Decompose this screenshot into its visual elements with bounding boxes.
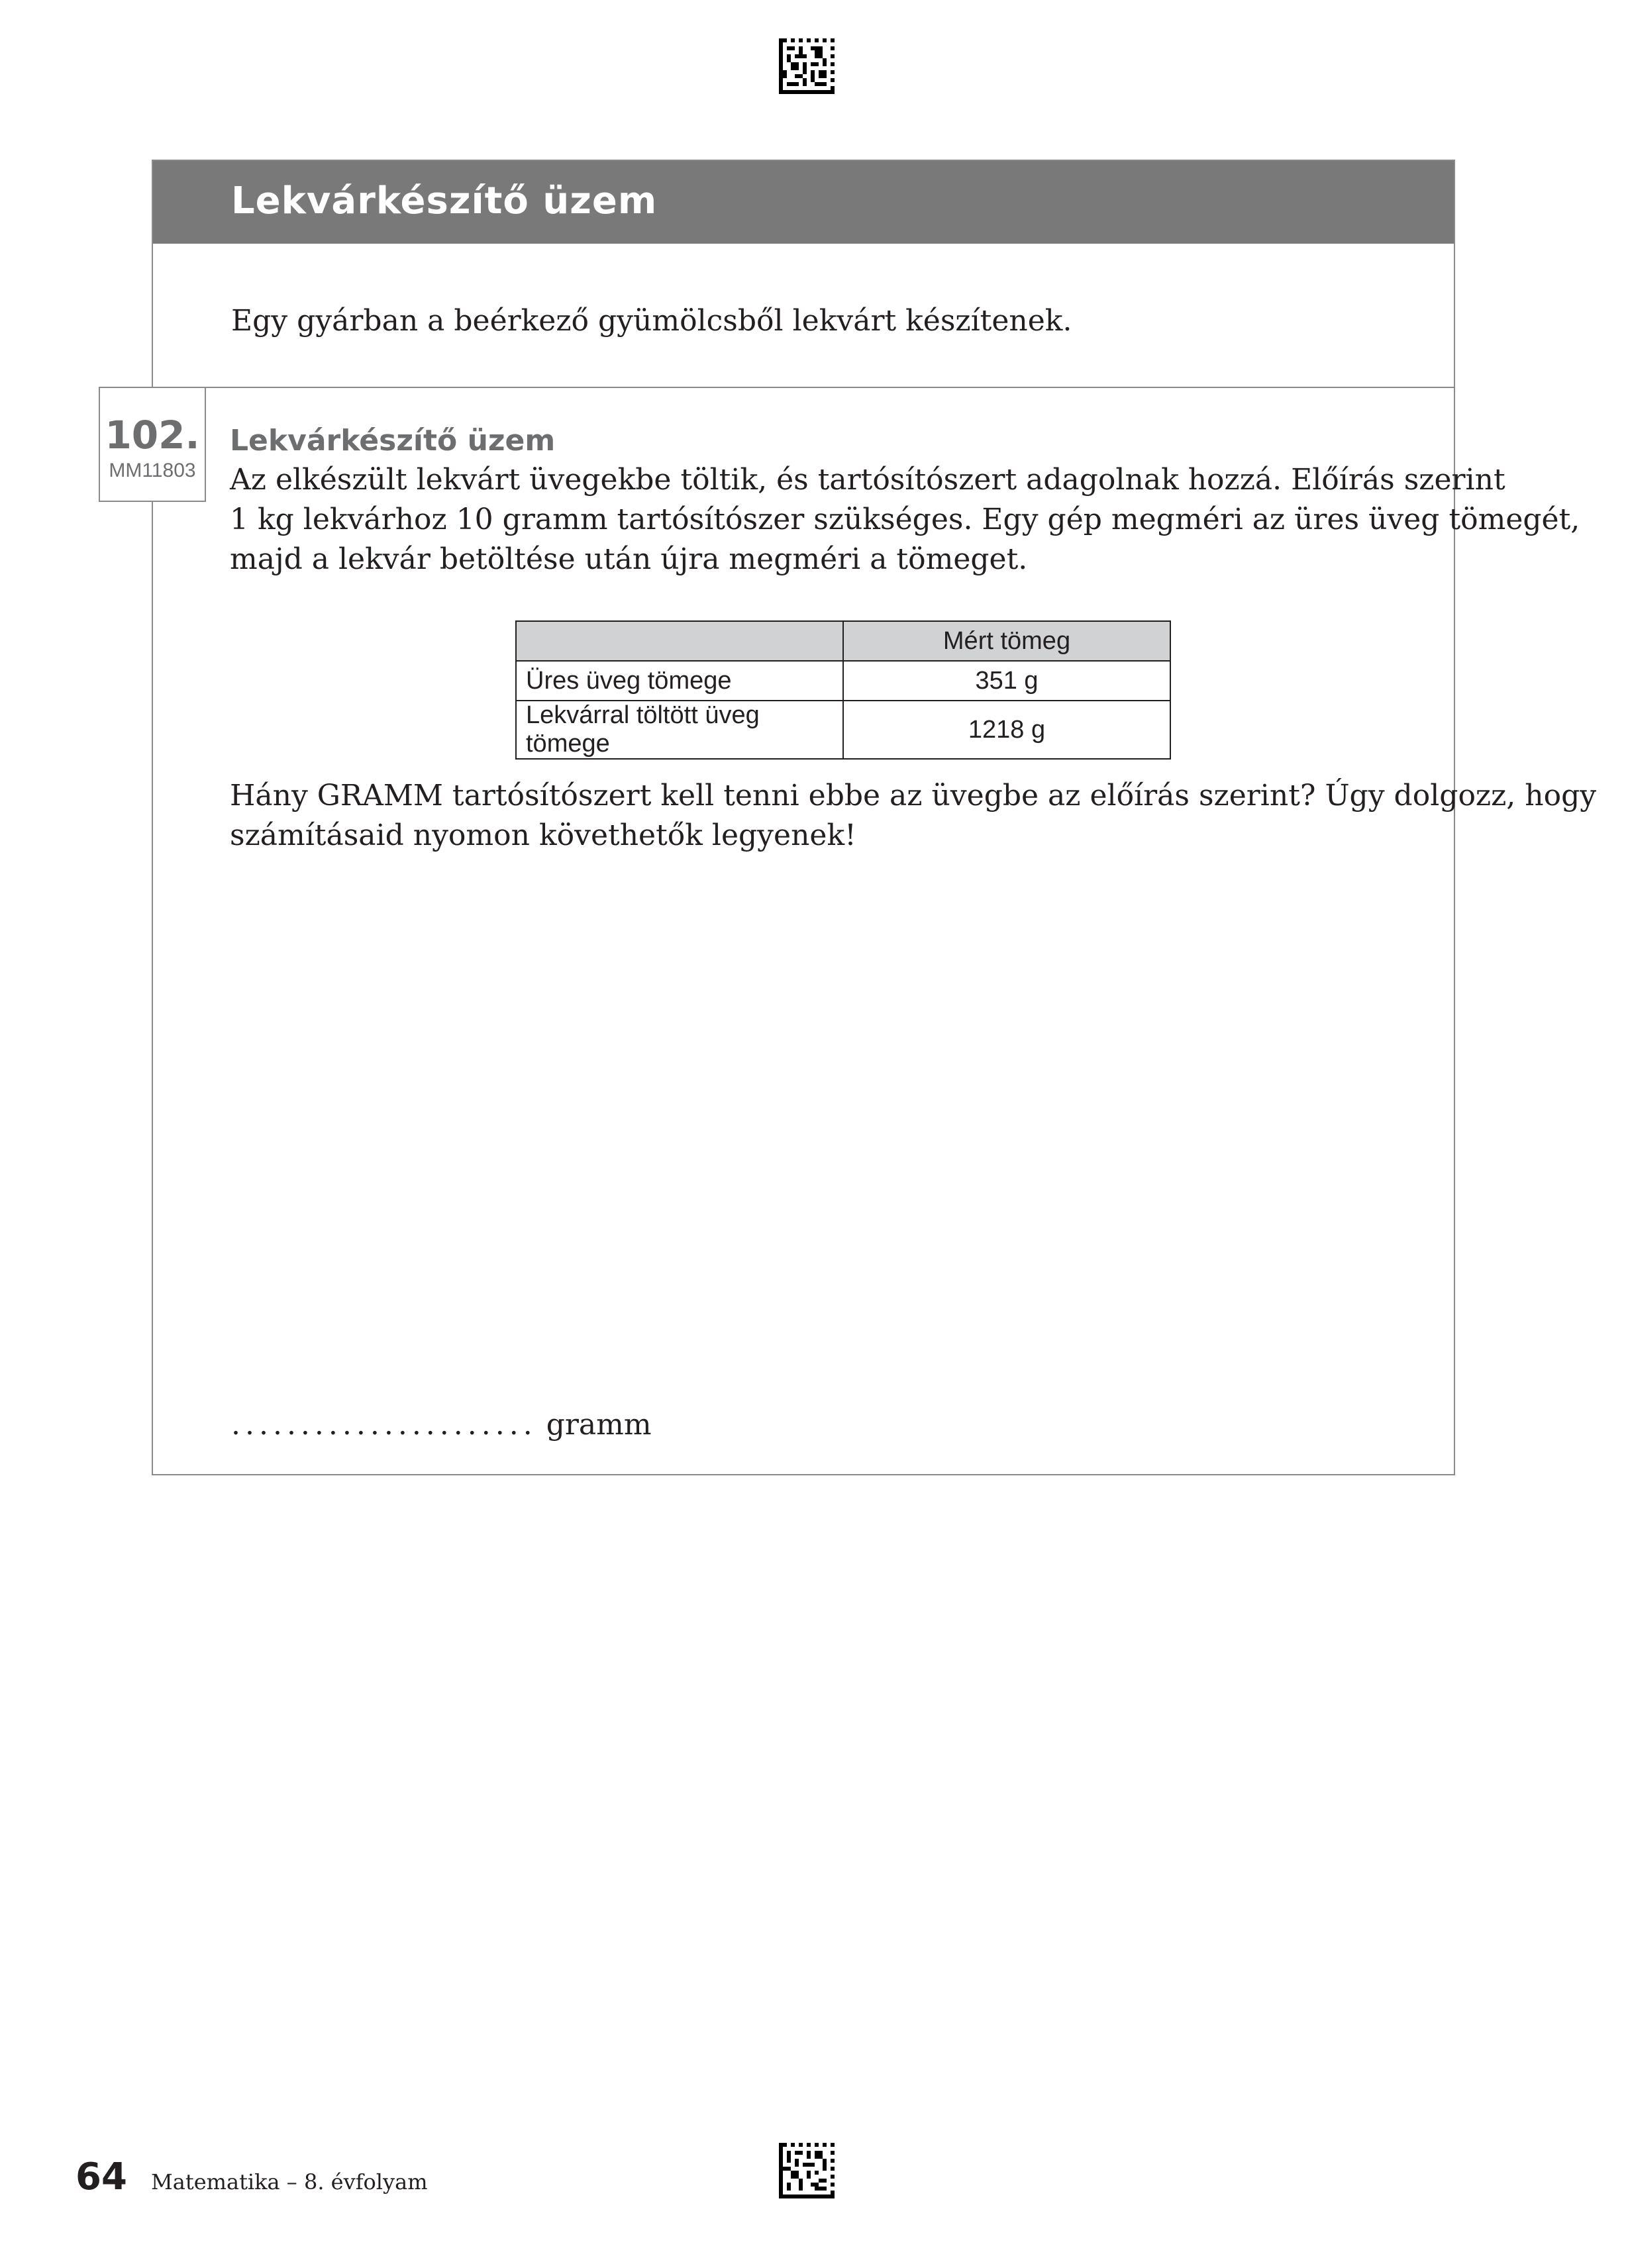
intro-text: Egy gyárban a beérkező gyümölcsből lekvárt készítenek. — [231, 304, 1072, 338]
question-code: MM11803 — [109, 460, 196, 481]
question-number: 102. — [105, 413, 200, 458]
question-text-line: Az elkészült lekvárt üvegekbe töltik, és tartósítószert adagolnak hozzá. Előírás szerint — [230, 463, 1505, 497]
datamatrix-code-top — [779, 38, 835, 94]
header-title: Lekvárkészítő üzem — [231, 179, 658, 222]
datamatrix-code-bottom — [779, 2143, 835, 2198]
mass-table — [515, 620, 1171, 760]
table-cell-label: Lekvárral töltött üveg tömege — [516, 701, 843, 759]
question-number-box — [99, 387, 206, 502]
table-cell-value: 351 g — [843, 661, 1170, 701]
answer-blank[interactable]: ...................... — [231, 1408, 537, 1442]
divider — [153, 387, 1454, 388]
table-cell-label: Üres üveg tömege — [516, 661, 843, 701]
header-bar — [153, 161, 1454, 244]
prompt-text-line: számításaid nyomon követhetők legyenek! — [230, 818, 856, 852]
question-title: Lekvárkészítő üzem — [230, 424, 556, 458]
footer-text: Matematika – 8. évfolyam — [151, 2169, 428, 2194]
answer-unit: gramm — [546, 1408, 652, 1442]
table-header-cell — [516, 621, 843, 661]
table-row — [516, 701, 1170, 759]
prompt-text-line: Hány GRAMM tartósítószert kell tenni ebbe az üvegbe az előírás szerint? Úgy dolgozz, hogy — [230, 779, 1597, 813]
table-row — [516, 661, 1170, 701]
table-cell-value: 1218 g — [843, 701, 1170, 759]
answer-line[interactable] — [231, 1408, 652, 1442]
question-text-line: majd a lekvár betöltése után újra megméri a tömeget. — [230, 542, 1028, 576]
question-text-line: 1 kg lekvárhoz 10 gramm tartósítószer szükséges. Egy gép megméri az üres üveg tömegét, — [230, 503, 1580, 536]
table-header-row — [516, 621, 1170, 661]
table-header-cell: Mért tömeg — [843, 621, 1170, 661]
page-number: 64 — [76, 2155, 127, 2198]
